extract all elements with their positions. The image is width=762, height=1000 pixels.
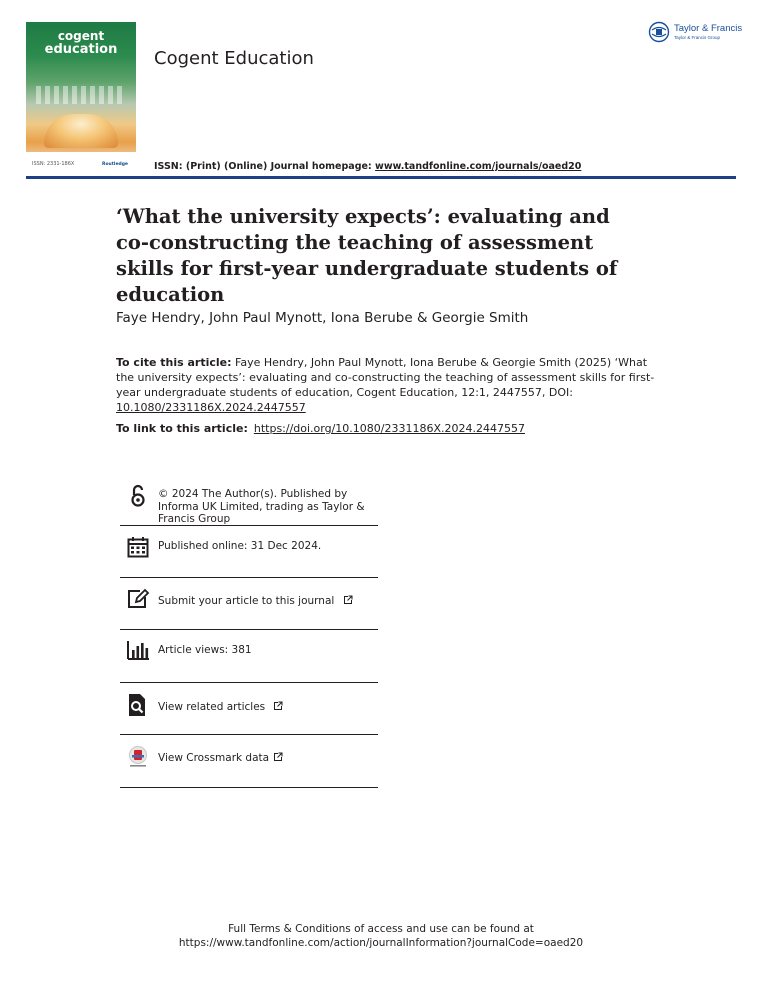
cover-title	[26, 30, 136, 56]
header-divider	[26, 176, 736, 179]
open-access-text: © 2024 The Author(s). Published by Informa UK Limited, trading as Taylor & Francis Group	[158, 488, 365, 525]
journal-homepage-link[interactable]: www.tandfonline.com/journals/oaed20	[375, 161, 582, 172]
submit-article-link[interactable]	[158, 595, 353, 608]
article-doi-link[interactable]: https://doi.org/10.1080/2331186X.2024.2447557	[253, 422, 525, 435]
citation-block	[116, 355, 656, 415]
related-articles-item[interactable]	[120, 683, 378, 735]
external-link-icon	[343, 595, 353, 605]
cover-publisher: Routledge	[101, 162, 128, 167]
link-label: To link to this article:	[116, 422, 248, 435]
crossmark-icon	[126, 745, 150, 769]
terms-url[interactable]: https://www.tandfonline.com/action/journalInformation?journalCode=oaed20	[178, 937, 584, 949]
issn-line	[154, 161, 581, 172]
publisher-logo-name: Taylor & Francis	[674, 23, 743, 34]
article-views-item	[120, 630, 378, 683]
publisher-logo-tagline: Taylor & Francis Group	[674, 35, 721, 40]
published-online-text: Published online: 31 Dec 2024.	[158, 540, 322, 552]
terms-footer	[0, 922, 762, 950]
cite-doi-link[interactable]: 10.1080/2331186X.2024.2447557	[116, 401, 306, 414]
issn-prefix: ISSN: (Print) (Online) Journal homepage:	[154, 161, 376, 172]
submit-article-item[interactable]	[120, 578, 378, 630]
cover-footer	[26, 152, 136, 172]
submit-article-label: Submit your article to this journal	[158, 595, 335, 607]
cover-decoration	[36, 86, 126, 104]
journal-name: Cogent Education	[154, 48, 314, 69]
edit-pencil-icon	[126, 587, 150, 611]
terms-line: Full Terms & Conditions of access and use can be found at	[228, 923, 534, 935]
article-views-text: Article views: 381	[158, 644, 252, 656]
cover-issn: ISSN: 2331-186X	[32, 161, 75, 167]
related-articles-label: View related articles	[158, 701, 266, 713]
published-online-item	[120, 526, 378, 578]
cover-title-line1: cogent	[57, 29, 105, 43]
document-search-icon	[126, 693, 150, 717]
calendar-icon	[126, 535, 150, 559]
open-access-lock-icon	[126, 484, 150, 508]
external-link-icon	[273, 752, 283, 762]
taylor-francis-globe-icon	[648, 21, 670, 43]
cover-title-line2: education	[44, 42, 118, 57]
crossmark-item[interactable]	[120, 735, 378, 788]
open-access-item	[120, 478, 378, 526]
cover-book-illustration	[44, 114, 118, 148]
crossmark-label: View Crossmark data	[158, 752, 270, 764]
article-info-list	[120, 478, 378, 788]
cite-text: Faye Hendry, John Paul Mynott, Iona Berube & Georgie Smith (2025) ‘What the university expects’: evaluating and co-constructing the teaching of assessment skills for first-year undergraduate students of education, Cogent Education, 12:1, 2447557, DOI:	[116, 356, 655, 399]
article-link-line	[116, 422, 525, 435]
related-articles-link[interactable]	[158, 701, 283, 714]
external-link-icon	[273, 701, 283, 711]
bar-chart-icon	[126, 638, 150, 662]
journal-cover-image	[26, 22, 136, 172]
crossmark-link[interactable]	[158, 752, 283, 765]
cite-label: To cite this article:	[116, 356, 232, 369]
taylor-francis-logo[interactable]	[648, 21, 743, 45]
article-title: ‘What the university expects’: evaluating and co-constructing the teaching of assessment skills for first-year undergraduate students of education	[116, 205, 618, 306]
article-authors: Faye Hendry, John Paul Mynott, Iona Berube & Georgie Smith	[116, 310, 529, 326]
